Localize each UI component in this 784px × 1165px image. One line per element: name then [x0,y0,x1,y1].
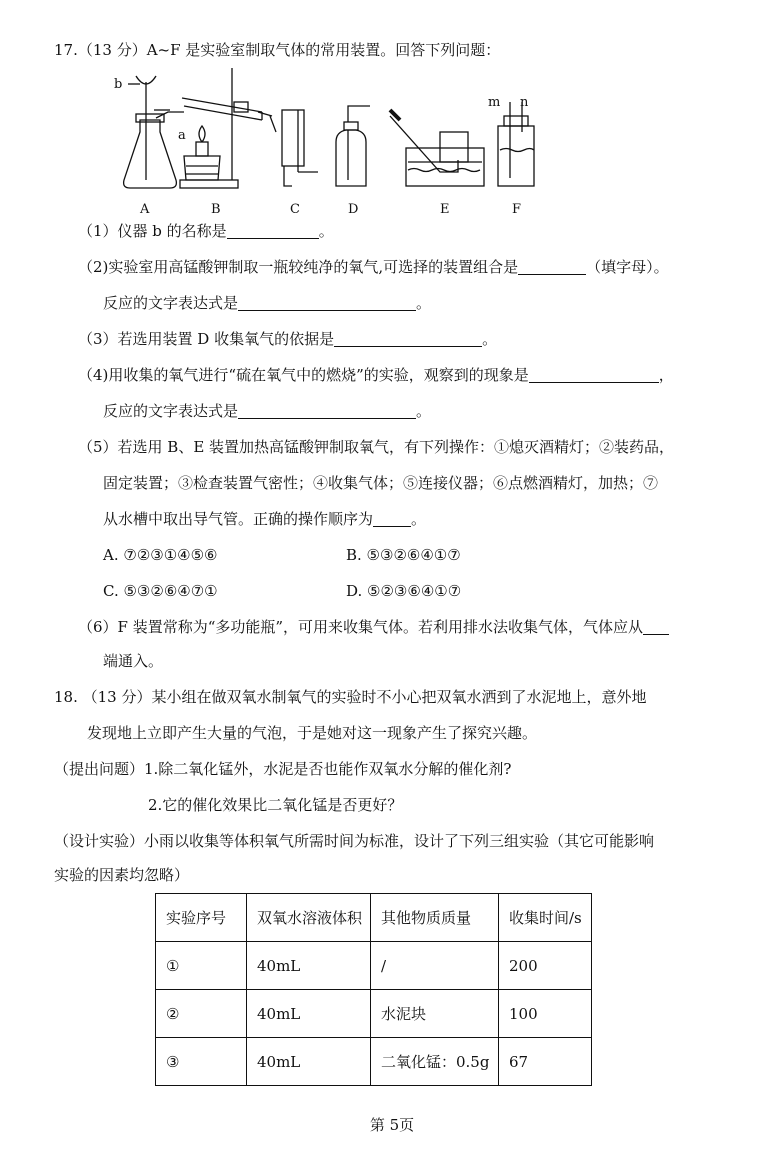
answer-blank[interactable] [529,366,659,383]
label-a: a [178,128,186,143]
q18-line2: 发现地上立即产生大量的气泡，于是她对这一现象产生了探究兴趣。 [87,724,538,742]
apparatus-c-icon [282,110,318,186]
q18-line1: 18. （13 分）某小组在做双氧水制氧气的实验时不小心把双氧水洒到了水泥地上，意外地 [54,688,647,706]
table-cell: 100 [499,990,592,1038]
answer-blank[interactable] [227,222,319,239]
q17-part6b: 端通入。 [103,652,164,670]
q18-design-line1: （设计实验）小雨以收集等体积氧气所需时间为标准，设计了下列三组实验（其它可能影响 [54,832,655,850]
q18-design-line2: 实验的因素均忽略） [54,866,190,884]
q18-question2: 2.它的催化效果比二氧化锰是否更好？ [148,796,403,814]
table-cell: 67 [499,1038,592,1086]
table-header-cell: 收集时间/s [499,894,592,942]
label-apparatus-a: A [140,202,150,217]
q17-intro: 17.（13 分）A~F 是实验室制取气体的常用装置。回答下列问题： [54,41,501,59]
q17-part3: （3）若选用装置 D 收集氧气的依据是 。 [78,330,498,348]
table-header-cell: 其他物质质量 [371,894,499,942]
table-header-row [156,894,592,942]
q17-part6: （6）F 装置常称为“多功能瓶”，可用来收集气体。若利用排水法收集气体，气体应从 [78,617,669,637]
option-c[interactable]: C. ⑤③②⑥④⑦① [103,582,218,600]
table-row [156,1038,592,1086]
apparatus-d-icon [336,106,370,186]
q17-part5-line1: （5）若选用 B、E 装置加热高锰酸钾制取氧气，有下列操作：①熄灭酒精灯；②装药品， [78,438,675,456]
label-apparatus-d: D [348,202,359,217]
label-apparatus-e: E [440,202,450,217]
apparatus-b-icon [180,68,276,188]
apparatus-f-icon [498,102,534,186]
q17-part5-line3: 从水槽中取出导气管。正确的操作顺序为 。 [103,510,427,528]
table-cell: 200 [499,942,592,990]
page-number: 第 5页 [369,1116,415,1134]
label-n: n [520,95,529,110]
q18-question1: （提出问题）1.除二氧化锰外，水泥是否也能作双氧水分解的催化剂? [54,760,512,778]
label-apparatus-b: B [211,202,221,217]
table-cell: 40mL [247,1038,371,1086]
q17-part4: （4)用收集的氧气进行“硫在氧气中的燃烧”的实验，观察到的现象是 ， [78,366,674,384]
table-cell: ③ [156,1038,247,1086]
option-a[interactable]: A. ⑦②③①④⑤⑥ [103,546,218,564]
option-d[interactable]: D. ⑤②③⑥④①⑦ [346,582,462,600]
answer-blank[interactable] [518,258,586,275]
table-cell: ② [156,990,247,1038]
table-header-cell: 双氧水溶液体积 [247,894,371,942]
table-cell: 水泥块 [371,990,499,1038]
apparatus-e-icon [390,110,484,186]
table-row [156,942,592,990]
table-cell: 二氧化锰：0.5g [371,1038,499,1086]
answer-blank[interactable] [238,402,416,419]
label-b: b [114,77,123,92]
q17-part2: （2)实验室用高锰酸钾制取一瓶较纯净的氧气,可选择的装置组合是 （填字母）。 [78,258,669,276]
table-cell: / [371,942,499,990]
answer-blank[interactable] [334,330,482,347]
q17-part4b: 反应的文字表达式是 。 [103,402,432,420]
table-cell: 40mL [247,990,371,1038]
answer-blank[interactable] [643,618,669,635]
experiment-table [155,893,592,1086]
table-cell: 40mL [247,942,371,990]
table-cell: ① [156,942,247,990]
table-header-cell: 实验序号 [156,894,247,942]
option-b[interactable]: B. ⑤③②⑥④①⑦ [346,546,461,564]
answer-blank[interactable] [373,510,411,527]
q17-part1: （1）仪器 b 的名称是 。 [78,222,334,240]
label-apparatus-f: F [512,202,522,217]
q17-part5-line2: 固定装置；③检查装置气密性；④收集气体；⑤连接仪器；⑥点燃酒精灯，加热；⑦ [103,474,659,492]
q17-part2b: 反应的文字表达式是 。 [103,294,432,312]
table-row [156,990,592,1038]
label-m: m [488,95,501,110]
apparatus-a-icon [124,76,184,188]
answer-blank[interactable] [238,294,416,311]
label-apparatus-c: C [290,202,300,217]
